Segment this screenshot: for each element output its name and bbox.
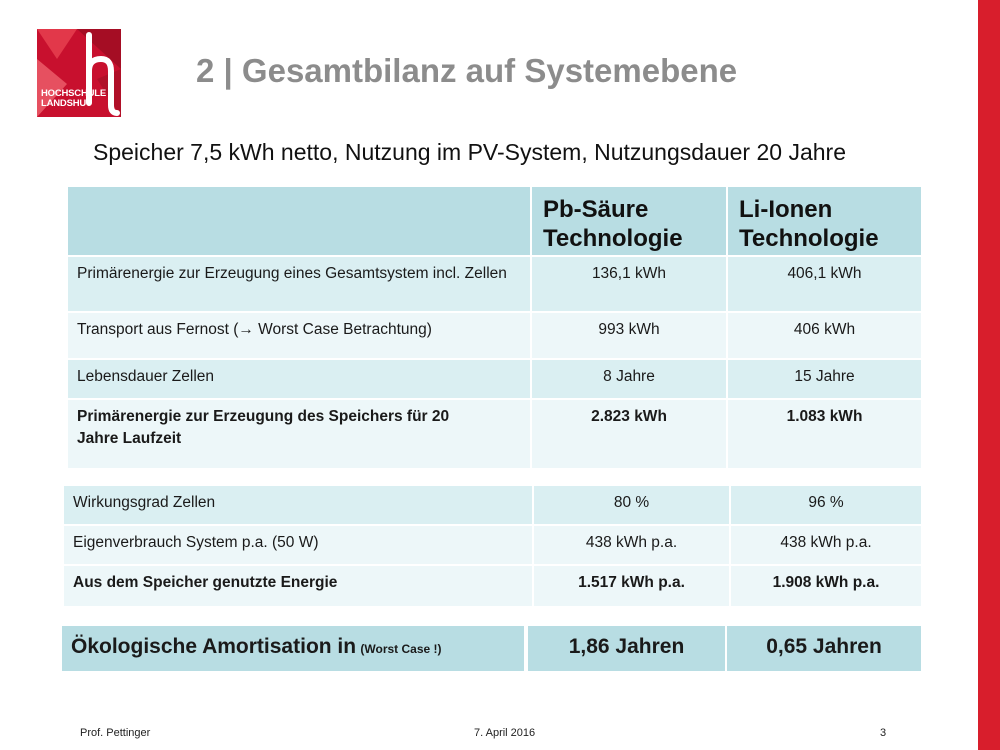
- hochschule-landshut-logo: [37, 29, 121, 117]
- row-transport-pb: 993 kWh: [532, 313, 726, 358]
- row-lebensdauer-pb: 8 Jahre: [532, 360, 726, 398]
- row-eigenverbrauch-li: 438 kWh p.a.: [731, 526, 921, 564]
- row-transport-li: 406 kWh: [728, 313, 921, 358]
- row-genutzte-energie-li: 1.908 kWh p.a.: [731, 566, 921, 606]
- row-lebensdauer-label: Lebensdauer Zellen: [68, 360, 530, 398]
- row-primaerenergie-li: 406,1 kWh: [728, 257, 921, 311]
- header-pb-saeure: Pb-Säure Technologie: [532, 187, 726, 255]
- summary-li: 0,65 Jahren: [727, 626, 921, 671]
- summary-label: Ökologische Amortisation in: [71, 635, 357, 658]
- row-primaerenergie-20-li: 1.083 kWh: [728, 400, 921, 468]
- logo-line-1: HOCHSCHULE: [41, 88, 107, 99]
- summary-label-cell: [62, 626, 524, 671]
- right-red-bar: [978, 0, 1000, 750]
- row-genutzte-energie-label: Aus dem Speicher genutzte Energie: [64, 566, 532, 606]
- summary-pb: 1,86 Jahren: [528, 626, 725, 671]
- row-wirkungsgrad-li: 96 %: [731, 486, 921, 524]
- row-primaerenergie-20-pb: 2.823 kWh: [532, 400, 726, 468]
- row-lebensdauer-li: 15 Jahre: [728, 360, 921, 398]
- row-primaerenergie-pb: 136,1 kWh: [532, 257, 726, 311]
- slide-subtitle: Speicher 7,5 kWh netto, Nutzung im PV-System, Nutzungsdauer 20 Jahre: [93, 139, 846, 165]
- row-eigenverbrauch-label: Eigenverbrauch System p.a. (50 W): [64, 526, 532, 564]
- row-eigenverbrauch-pb: 438 kWh p.a.: [534, 526, 729, 564]
- header-li-ionen: Li-Ionen Technologie: [728, 187, 921, 255]
- footer-date: 7. April 2016: [474, 727, 536, 739]
- row-primaerenergie-label: Primärenergie zur Erzeugung eines Gesamtsystem incl. Zellen: [68, 257, 530, 311]
- row-primaerenergie-20-label: Primärenergie zur Erzeugung des Speichers für 20 Jahre Laufzeit: [68, 400, 530, 468]
- logo-line-2: LANDSHUT: [41, 98, 92, 109]
- footer-page-number: 3: [880, 727, 887, 739]
- slide-title: 2 | Gesamtbilanz auf Systemebene: [196, 52, 738, 89]
- row-wirkungsgrad-pb: 80 %: [534, 486, 729, 524]
- summary-note: (Worst Case !): [360, 642, 442, 656]
- table-header-empty: [68, 187, 530, 255]
- row-genutzte-energie-pb: 1.517 kWh p.a.: [534, 566, 729, 606]
- row-wirkungsgrad-label: Wirkungsgrad Zellen: [64, 486, 532, 524]
- footer-author: Prof. Pettinger: [80, 727, 151, 739]
- row-transport-label: Transport aus Fernost (→ Worst Case Betrachtung): [68, 313, 530, 358]
